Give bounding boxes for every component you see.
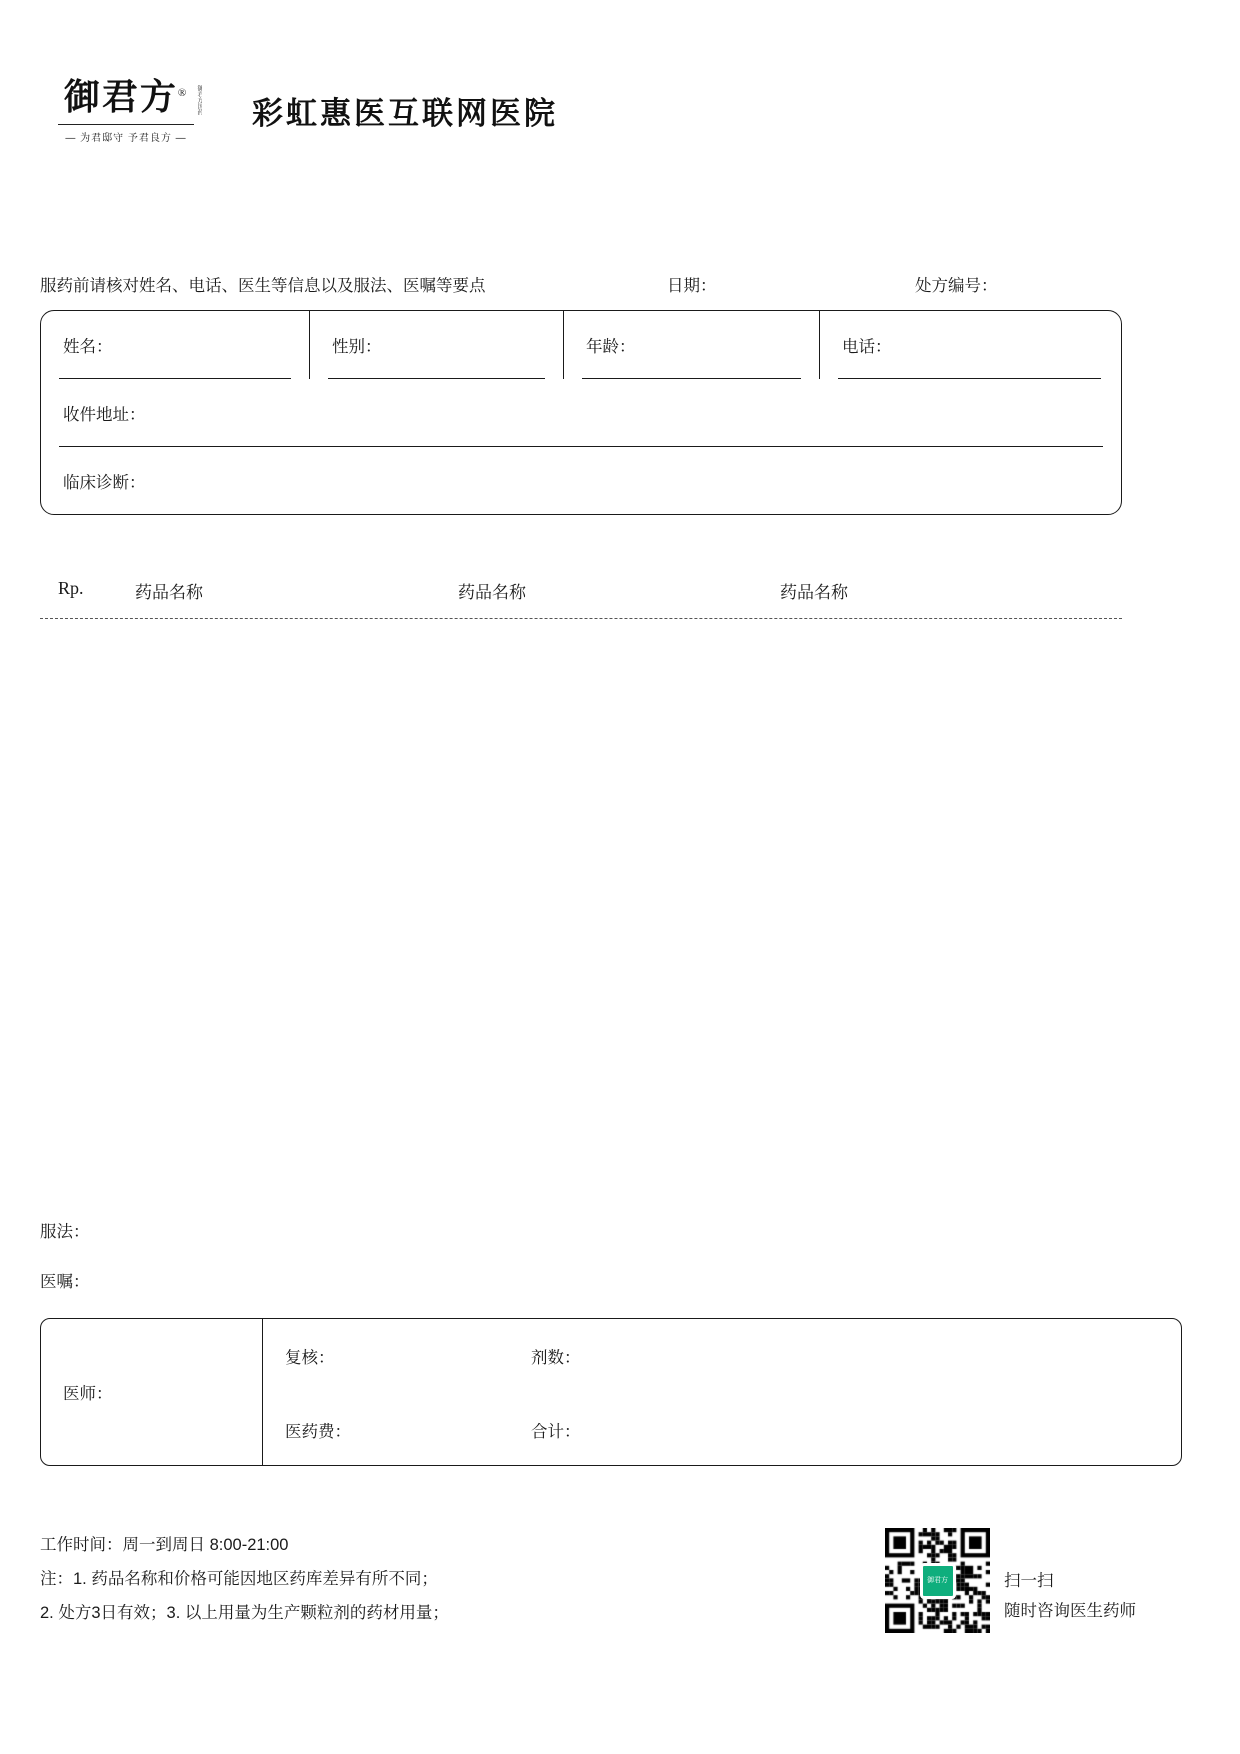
qr-caption-line-1: 扫一扫 [1004, 1572, 1054, 1590]
signature-box [40, 1318, 1182, 1466]
logo-vertical-text: 御君方国药 [196, 85, 202, 115]
patient-name-field[interactable] [41, 311, 309, 379]
patient-gender-label: 性别： [332, 338, 382, 356]
patient-age-label: 年龄： [586, 338, 636, 356]
patient-name-label: 姓名： [63, 338, 113, 356]
patient-phone-field[interactable] [819, 311, 1119, 379]
medicine-fee-label: 医药费： [285, 1423, 351, 1441]
patient-phone-label: 电话： [842, 338, 892, 356]
logo-divider [58, 124, 194, 125]
qr-center-logo: 御君方 [920, 1563, 956, 1599]
signature-right-panel [263, 1319, 1181, 1465]
document-header [52, 78, 558, 144]
doctor-signature-field[interactable] [41, 1319, 263, 1465]
rp-header-row [40, 578, 1122, 604]
clinical-diagnosis-label: 临床诊断： [63, 474, 146, 492]
rp-label: Rp. [58, 578, 84, 598]
note-line-2: 2. 处方3日有效；3. 以上用量为生产颗粒剂的药材用量； [40, 1604, 449, 1622]
footer-notes [40, 1528, 449, 1630]
signature-row-fee [263, 1393, 1181, 1467]
usage-label: 服法： [40, 1223, 90, 1241]
patient-gender-field[interactable] [309, 311, 563, 379]
qr-caption-line-2: 随时咨询医生药师 [1004, 1602, 1136, 1620]
logo-mark-label: 御君方 [63, 77, 178, 117]
signature-row-review [263, 1319, 1181, 1393]
logo-mark-text [52, 78, 200, 118]
date-label: 日期： [667, 277, 717, 295]
drug-name-column-3: 药品名称 [780, 583, 848, 602]
patient-info-box [40, 310, 1122, 515]
dose-count-label: 剂数： [531, 1349, 581, 1367]
prescription-number-label: 处方编号： [915, 277, 998, 295]
drug-name-column-1: 药品名称 [135, 583, 203, 602]
hospital-name: 彩虹惠医互联网医院 [252, 96, 558, 133]
notice-text: 服药前请核对姓名、电话、医生等信息以及服法、医嘱等要点 [40, 277, 486, 295]
doctor-label: 医师： [63, 1385, 113, 1403]
qr-code-icon[interactable] [885, 1528, 990, 1633]
patient-info-row-1 [41, 311, 1121, 379]
patient-age-field[interactable] [563, 311, 819, 379]
patient-address-field[interactable] [41, 379, 1121, 447]
drug-name-column-2: 药品名称 [458, 583, 526, 602]
total-label: 合计： [531, 1423, 581, 1441]
rp-dashed-divider [40, 618, 1122, 619]
patient-address-label: 收件地址： [63, 406, 146, 424]
qr-caption [1004, 1566, 1136, 1626]
review-label: 复核： [285, 1349, 335, 1367]
clinical-diagnosis-field[interactable] [41, 447, 1121, 515]
brand-logo [52, 78, 200, 144]
qr-area [885, 1528, 1136, 1633]
advice-label: 医嘱： [40, 1273, 90, 1291]
logo-tagline: — 为君邸守 予君良方 — [65, 132, 187, 144]
work-hours-text: 工作时间：周一到周日 8:00-21:00 [40, 1536, 289, 1554]
note-line-1: 注：1. 药品名称和价格可能因地区药库差异有所不同； [40, 1570, 438, 1588]
logo-registered-mark: ® [177, 87, 189, 99]
